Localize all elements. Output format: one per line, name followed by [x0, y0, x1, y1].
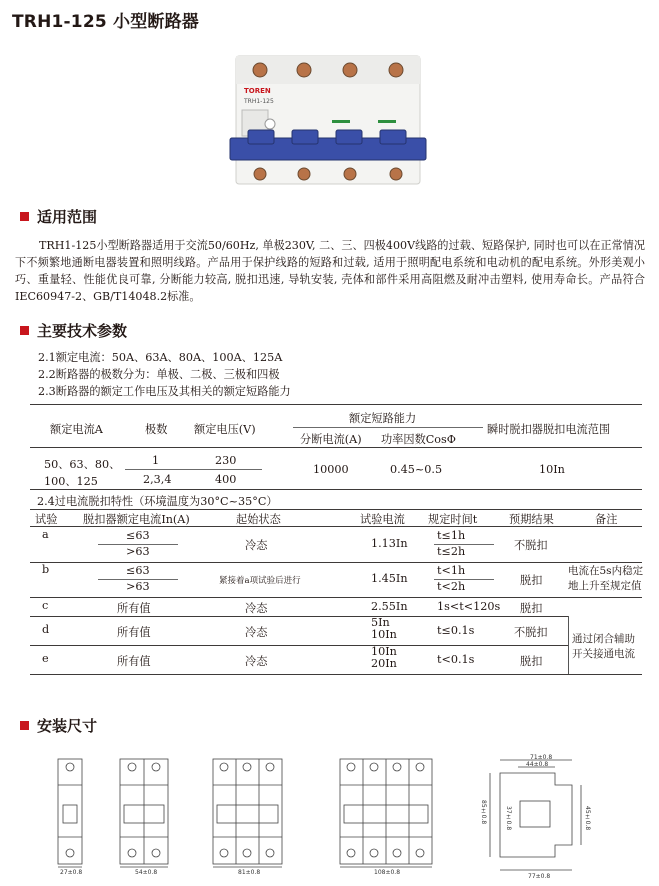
scope-paragraph: TRH1-125小型断路器适用于交流50/60Hz, 单极230V, 二、三、四极400V线路的过载、短路保护, 同时也可以在正常情况下不频繁地通断电器装置和照明线路。产品用于保护线路的短路和过载, 适用于照明配电系统和电动机的配电系统。外形美观小巧、重量轻、性能优良可靠, 分断能力较高, 脱扣迅速, 导轨安装, 壳体和部件采用高阻燃及耐冲击塑料, 使用寿命长。产品符合IEC60947-2、GB/T14048.2标准。 — [15, 239, 645, 303]
bullet-square-icon — [20, 212, 29, 221]
list-item: 2.2断路器的极数分为：单极、二极、三极和四极 — [38, 368, 280, 381]
model-label: TRH1-125 — [244, 98, 274, 105]
brand-logo: TOREN — [244, 87, 271, 95]
subheading-2-4: 2.4过电流脱扣特性（环境温度为30°C~35°C） — [37, 495, 278, 508]
section-heading-scope: 适用范围 — [20, 206, 97, 227]
tech-list — [38, 349, 291, 400]
section-heading-tech: 主要技术参数 — [20, 320, 127, 341]
product-image — [228, 50, 428, 190]
bullet-square-icon — [20, 326, 29, 335]
section-heading-install: 安装尺寸 — [20, 715, 97, 736]
list-item: 2.3断路器的额定工作电压及其相关的额定短路能力 — [38, 385, 291, 398]
list-item: 2.1额定电流：50A、63A、80A、100A、125A — [38, 351, 283, 364]
dimension-drawings — [0, 745, 659, 886]
page-title: TRH1-125 小型断路器 — [12, 12, 200, 32]
bullet-square-icon — [20, 721, 29, 730]
